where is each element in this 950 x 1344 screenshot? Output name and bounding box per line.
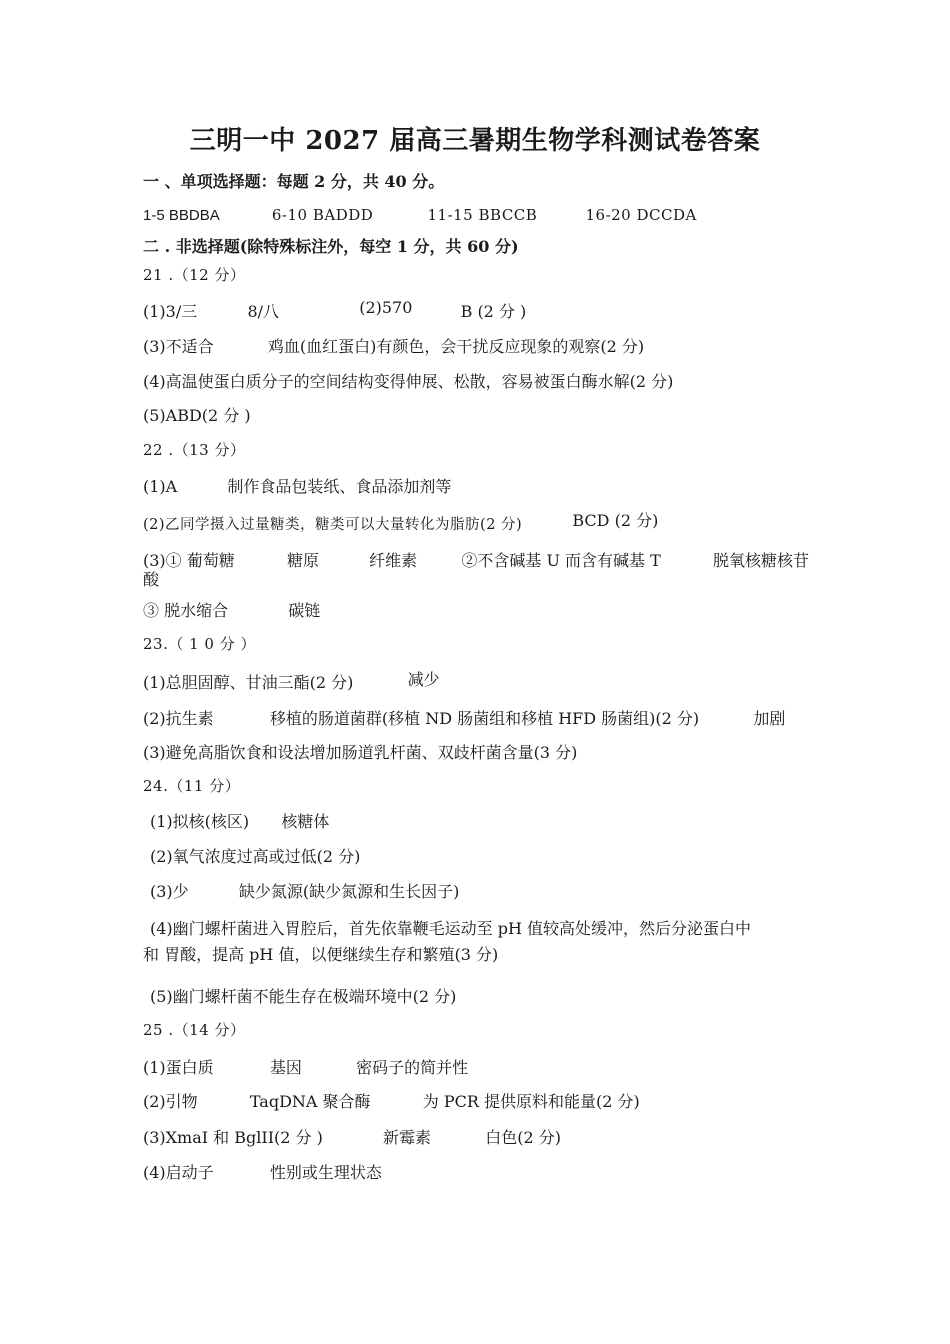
q22-line-4: [143, 598, 320, 621]
q22-answer-2b: BCD (2 分): [572, 511, 659, 530]
q21-line-1: [143, 299, 526, 322]
q21-header: 21 .（12 分）: [143, 266, 246, 284]
q22-answer-1b: 制作食品包装纸、食品添加剂等: [227, 477, 452, 496]
q24-line-1: [150, 809, 329, 832]
answer-group-1-5: 1-5 BBDBA: [143, 207, 220, 224]
q22-answer-1a: (1)A: [143, 477, 178, 496]
q22-answer-3d: ②不含碱基 U 而含有碱基 T: [461, 551, 661, 570]
q24-line-4b: 和 胃酸，提高 pH 值，以便继续生存和繁殖(3 分): [143, 945, 499, 964]
q25-answer-1c: 密码子的简并性: [356, 1058, 469, 1077]
q25-line-2: [143, 1089, 640, 1112]
q24-answer-3a: (3)少: [150, 882, 189, 901]
section-1-answers: [143, 205, 697, 224]
q23-answer-1a: (1)总胆固醇、甘油三酯(2 分): [143, 673, 354, 692]
page-title: 三明一中 2027 届高三暑期生物学科测试卷答案: [189, 126, 761, 156]
q25-answer-1a: (1)蛋白质: [143, 1058, 214, 1077]
q21-answer-1b: 8/八: [247, 302, 280, 321]
q25-answer-2c: 为 PCR 提供原料和能量(2 分): [422, 1092, 640, 1111]
section-1-heading: 一 、单项选择题：每题 2 分，共 40 分。: [143, 172, 445, 191]
q22-line-2: [143, 511, 658, 534]
section-2-heading: 二 . 非选择题(除特殊标注外，每空 1 分，共 60 分): [143, 237, 519, 256]
q25-answer-4a: (4)启动子: [143, 1163, 214, 1182]
q25-line-3: [143, 1125, 561, 1148]
q23-answer-2a: (2)抗生素: [143, 709, 214, 728]
q23-answer-2b: 移植的肠道菌群(移植 ND 肠菌组和移植 HFD 肠菌组)(2 分): [269, 709, 700, 728]
q25-answer-3a: (3)XmaI 和 BglII(2 分 ): [143, 1128, 323, 1147]
q21-line-2: [143, 334, 644, 357]
q22-line-3: [143, 548, 809, 571]
q23-line-3: (3)避免高脂饮食和设法增加肠道乳杆菌、双歧杆菌含量(3 分): [143, 743, 578, 762]
answer-group-11-15: 11-15 BBCCB: [427, 206, 538, 224]
q25-answer-3b: 新霉素: [383, 1128, 432, 1147]
q21-line-4: (5)ABD(2 分 ): [143, 406, 251, 425]
q24-answer-3b: 缺少氮源(缺少氮源和生长因子): [238, 882, 460, 901]
q22-answer-3g: 碳链: [288, 601, 321, 620]
q22-answer-3b: 糖原: [286, 551, 319, 570]
q22-answer-3a: (3)① 葡萄糖: [143, 551, 235, 570]
q22-answer-3f: ③ 脱水缩合: [143, 601, 229, 620]
q25-answer-2a: (2)引物: [143, 1092, 198, 1111]
q22-answer-3c: 纤维素: [369, 551, 418, 570]
q22-answer-3e: 脱氧核糖核苷: [712, 551, 809, 570]
q24-line-2: (2)氧气浓度过高或过低(2 分): [150, 847, 361, 866]
q23-line-1: [143, 670, 440, 693]
q24-line-3: [150, 879, 459, 902]
q24-answer-1a: (1)拟核(核区): [150, 812, 250, 831]
q22-header: 22 .（13 分）: [143, 441, 246, 459]
q21-answer-1a: (1)3/三: [143, 302, 198, 321]
q21-answer-3b: 鸡血(血红蛋白)有颜色，会干扰反应现象的观察(2 分): [267, 337, 645, 356]
q24-header: 24.（11 分）: [143, 777, 241, 795]
q23-line-2: [143, 706, 785, 729]
q25-answer-1b: 基因: [269, 1058, 302, 1077]
q23-answer-1b: 减少: [407, 670, 440, 689]
q21-line-3: (4)高温使蛋白质分子的空间结构变得伸展、松散，容易被蛋白酶水解(2 分): [143, 372, 674, 391]
q25-answer-2b: TaqDNA 聚合酶: [249, 1092, 371, 1111]
q21-answer-2-choice: B (2 分 ): [460, 302, 527, 321]
q25-line-1: [143, 1055, 468, 1078]
answer-group-6-10: 6-10 BADDD: [271, 206, 374, 224]
q25-header: 25 .（14 分）: [143, 1021, 246, 1039]
q25-answer-3c: 白色(2 分): [485, 1128, 562, 1147]
q22-line-3-wrap: 酸: [143, 570, 160, 589]
q21-answer-3a: (3)不适合: [143, 337, 214, 356]
q25-line-4: [143, 1160, 382, 1183]
q24-line-4a: (4)幽门螺杆菌进入胃腔后，首先依靠鞭毛运动至 pH 值较高处缓冲，然后分泌蛋白中: [150, 919, 752, 938]
q25-answer-4b: 性别或生理状态: [269, 1163, 382, 1182]
q24-line-5: (5)幽门螺杆菌不能生存在极端环境中(2 分): [150, 987, 457, 1006]
q23-answer-2c: 加剧: [753, 709, 786, 728]
q24-answer-1b: 核糖体: [281, 812, 330, 831]
answer-group-16-20: 16-20 DCCDA: [585, 206, 697, 224]
q22-answer-2a: (2)乙同学摄入过量糖类，糖类可以大量转化为脂肪(2 分): [143, 517, 523, 533]
q23-header: 23.（ 1 0 分 ）: [143, 635, 257, 653]
q21-answer-2: (2)570: [359, 298, 413, 317]
q22-line-1: [143, 474, 451, 497]
